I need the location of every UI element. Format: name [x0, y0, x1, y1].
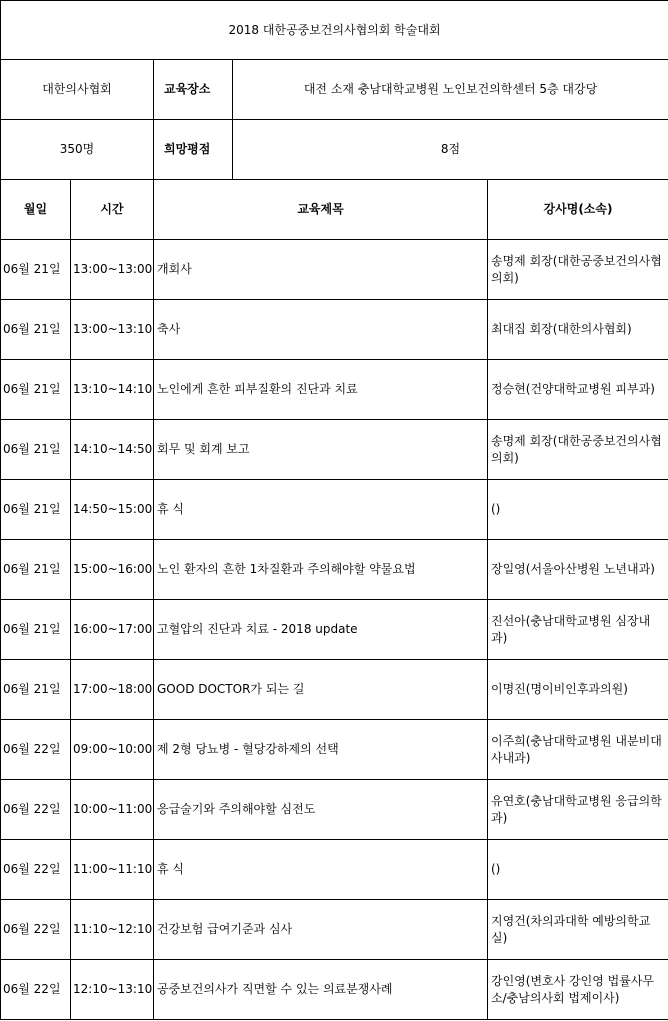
row-speaker: 지영건(차의과대학 예방의학교실) [488, 900, 668, 960]
row-date: 06월 21일 [1, 480, 71, 540]
row-time: 13:10~14:10 [71, 360, 154, 420]
row-subject: 축사 [154, 300, 488, 360]
schedule-row [1, 840, 668, 900]
row-date: 06월 21일 [1, 360, 71, 420]
row-subject: 휴 식 [154, 480, 488, 540]
row-time: 17:00~18:00 [71, 660, 154, 720]
row-subject: 휴 식 [154, 840, 488, 900]
schedule-row [1, 660, 668, 720]
row-speaker: 진선아(충남대학교병원 심장내과) [488, 600, 668, 660]
row-date: 06월 21일 [1, 240, 71, 300]
row-speaker: 송명제 회장(대한공중보건의사협의회) [488, 240, 668, 300]
row-subject: 개회사 [154, 240, 488, 300]
row-speaker: 최대집 회장(대한의사협회) [488, 300, 668, 360]
row-date: 06월 22일 [1, 780, 71, 840]
row-subject: 공중보건의사가 직면할 수 있는 의료분쟁사례 [154, 960, 488, 1020]
schedule-row [1, 540, 668, 600]
schedule-row [1, 420, 668, 480]
schedule-row [1, 900, 668, 960]
header-time: 시간 [71, 180, 154, 240]
row-subject: 고혈압의 진단과 치료 - 2018 update [154, 600, 488, 660]
row-subject: 노인에게 흔한 피부질환의 진단과 치료 [154, 360, 488, 420]
header-speaker: 강사명(소속) [488, 180, 668, 240]
row-subject: 제 2형 당뇨병 - 혈당강하제의 선택 [154, 720, 488, 780]
row-time: 13:00~13:00 [71, 240, 154, 300]
row-subject: 응급술기와 주의해야할 심전도 [154, 780, 488, 840]
row-time: 10:00~11:00 [71, 780, 154, 840]
header-date: 월일 [1, 180, 71, 240]
points-label: 희망평점 [154, 120, 233, 180]
schedule-row [1, 960, 668, 1020]
row-date: 06월 21일 [1, 300, 71, 360]
row-time: 14:10~14:50 [71, 420, 154, 480]
points-row [1, 120, 668, 180]
row-date: 06월 21일 [1, 420, 71, 480]
row-speaker: () [488, 480, 668, 540]
row-speaker: 이명진(명이비인후과의원) [488, 660, 668, 720]
schedule-row [1, 240, 668, 300]
row-subject: 회무 및 회계 보고 [154, 420, 488, 480]
row-date: 06월 21일 [1, 600, 71, 660]
schedule-row [1, 360, 668, 420]
row-time: 16:00~17:00 [71, 600, 154, 660]
row-date: 06월 22일 [1, 900, 71, 960]
row-time: 12:10~13:10 [71, 960, 154, 1020]
row-speaker: () [488, 840, 668, 900]
row-subject: GOOD DOCTOR가 되는 길 [154, 660, 488, 720]
row-speaker: 송명제 회장(대한공중보건의사협의회) [488, 420, 668, 480]
attendees: 350명 [1, 120, 154, 180]
row-time: 13:00~13:10 [71, 300, 154, 360]
row-date: 06월 21일 [1, 540, 71, 600]
event-title: 2018 대한공중보건의사협의회 학술대회 [1, 1, 668, 60]
row-time: 11:10~12:10 [71, 900, 154, 960]
venue: 대전 소재 충남대학교병원 노인보건의학센터 5층 대강당 [233, 60, 668, 120]
row-subject: 건강보험 급여기준과 심사 [154, 900, 488, 960]
row-date: 06월 22일 [1, 840, 71, 900]
row-time: 14:50~15:00 [71, 480, 154, 540]
row-speaker: 이주희(충남대학교병원 내분비대사내과) [488, 720, 668, 780]
row-time: 15:00~16:00 [71, 540, 154, 600]
header-row [1, 180, 668, 240]
organizer: 대한의사협회 [1, 60, 154, 120]
schedule-row [1, 720, 668, 780]
points: 8점 [233, 120, 668, 180]
row-date: 06월 21일 [1, 660, 71, 720]
row-speaker: 유연호(충남대학교병원 응급의학과) [488, 780, 668, 840]
schedule-row [1, 300, 668, 360]
row-date: 06월 22일 [1, 960, 71, 1020]
row-subject: 노인 환자의 흔한 1차질환과 주의해야할 약물요법 [154, 540, 488, 600]
row-speaker: 정승현(건양대학교병원 피부과) [488, 360, 668, 420]
venue-label: 교육장소 [154, 60, 233, 120]
schedule-row [1, 780, 668, 840]
venue-row [1, 60, 668, 120]
header-subject: 교육제목 [154, 180, 488, 240]
row-time: 11:00~11:10 [71, 840, 154, 900]
schedule-row [1, 480, 668, 540]
row-speaker: 강인영(변호사 강인영 법률사무소/충남의사회 법제이사) [488, 960, 668, 1020]
schedule-row [1, 600, 668, 660]
row-time: 09:00~10:00 [71, 720, 154, 780]
title-row [1, 1, 668, 60]
row-speaker: 장일영(서울아산병원 노년내과) [488, 540, 668, 600]
row-date: 06월 22일 [1, 720, 71, 780]
